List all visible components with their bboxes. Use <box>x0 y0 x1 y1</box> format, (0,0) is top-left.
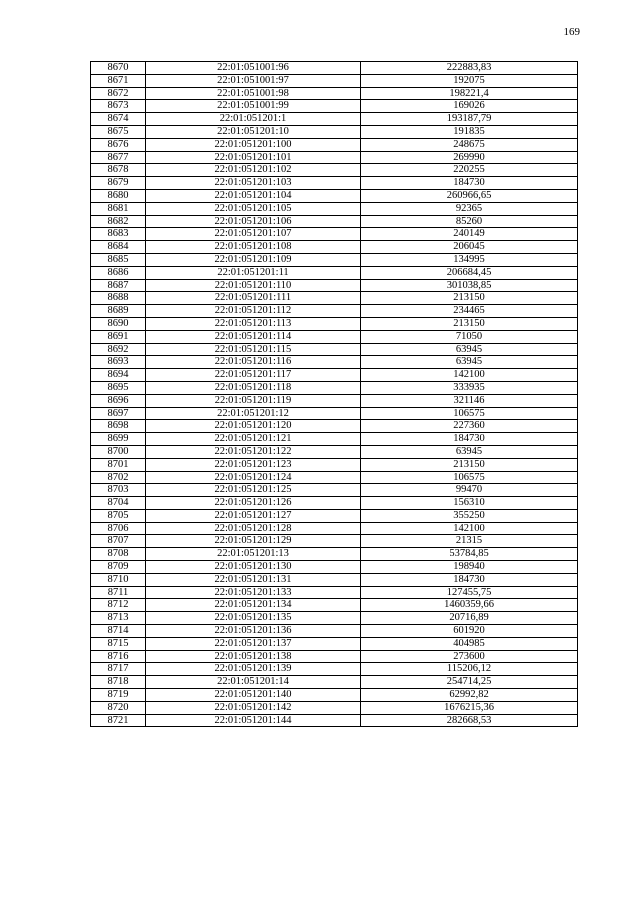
cadastral-value-cell: 273600 <box>361 650 578 663</box>
cadastral-number-cell: 22:01:051201:106 <box>146 215 361 228</box>
row-number-cell: 8710 <box>91 573 146 586</box>
cadastral-value-cell: 240149 <box>361 228 578 241</box>
row-number-cell: 8702 <box>91 471 146 484</box>
cadastral-value-cell: 213150 <box>361 458 578 471</box>
cadastral-value-cell: 234465 <box>361 305 578 318</box>
row-number-cell: 8672 <box>91 87 146 100</box>
table-row <box>91 676 578 689</box>
cadastral-value-cell: 115206,12 <box>361 663 578 676</box>
row-number-cell: 8692 <box>91 343 146 356</box>
row-number-cell: 8690 <box>91 317 146 330</box>
cadastral-number-cell: 22:01:051201:135 <box>146 612 361 625</box>
cadastral-number-cell: 22:01:051201:117 <box>146 369 361 382</box>
cadastral-number-cell: 22:01:051201:12 <box>146 407 361 420</box>
table-row <box>91 74 578 87</box>
cadastral-number-cell: 22:01:051201:1 <box>146 113 361 126</box>
table-row <box>91 215 578 228</box>
table-row <box>91 266 578 279</box>
table-row <box>91 714 578 727</box>
cadastral-number-cell: 22:01:051001:96 <box>146 62 361 75</box>
table-row <box>91 62 578 75</box>
cadastral-value-cell: 269990 <box>361 151 578 164</box>
row-number-cell: 8693 <box>91 356 146 369</box>
cadastral-number-cell: 22:01:051201:134 <box>146 599 361 612</box>
cadastral-value-cell: 222883,83 <box>361 62 578 75</box>
page-number: 169 <box>563 26 580 38</box>
table-row <box>91 701 578 714</box>
table-row <box>91 138 578 151</box>
cadastral-value-cell: 355250 <box>361 509 578 522</box>
cadastral-number-cell: 22:01:051201:118 <box>146 381 361 394</box>
row-number-cell: 8719 <box>91 689 146 702</box>
row-number-cell: 8715 <box>91 637 146 650</box>
table-row <box>91 586 578 599</box>
row-number-cell: 8705 <box>91 509 146 522</box>
table-row <box>91 305 578 318</box>
row-number-cell: 8703 <box>91 484 146 497</box>
cadastral-value-cell: 198940 <box>361 561 578 574</box>
cadastral-value-cell: 193187,79 <box>361 113 578 126</box>
row-number-cell: 8714 <box>91 625 146 638</box>
row-number-cell: 8684 <box>91 241 146 254</box>
cadastral-value-cell: 260966,65 <box>361 189 578 202</box>
row-number-cell: 8679 <box>91 177 146 190</box>
row-number-cell: 8709 <box>91 561 146 574</box>
cadastral-number-cell: 22:01:051201:108 <box>146 241 361 254</box>
table-row <box>91 471 578 484</box>
cadastral-number-cell: 22:01:051201:133 <box>146 586 361 599</box>
table-row <box>91 279 578 292</box>
table-row <box>91 445 578 458</box>
cadastral-value-cell: 206045 <box>361 241 578 254</box>
row-number-cell: 8685 <box>91 253 146 266</box>
table-row <box>91 407 578 420</box>
cadastral-number-cell: 22:01:051201:101 <box>146 151 361 164</box>
cadastral-value-cell: 206684,45 <box>361 266 578 279</box>
row-number-cell: 8711 <box>91 586 146 599</box>
cadastral-number-cell: 22:01:051201:142 <box>146 701 361 714</box>
table-row <box>91 484 578 497</box>
row-number-cell: 8682 <box>91 215 146 228</box>
table-row <box>91 625 578 638</box>
table-row <box>91 164 578 177</box>
cadastral-number-cell: 22:01:051001:97 <box>146 74 361 87</box>
cadastral-number-cell: 22:01:051201:100 <box>146 138 361 151</box>
cadastral-value-cell: 191835 <box>361 125 578 138</box>
table-row <box>91 113 578 126</box>
table-row <box>91 317 578 330</box>
cadastral-value-cell: 92365 <box>361 202 578 215</box>
row-number-cell: 8677 <box>91 151 146 164</box>
table-row <box>91 663 578 676</box>
row-number-cell: 8713 <box>91 612 146 625</box>
cadastral-number-cell: 22:01:051201:138 <box>146 650 361 663</box>
cadastral-value-cell: 1460359,66 <box>361 599 578 612</box>
table-row <box>91 369 578 382</box>
cadastral-value-cell: 213150 <box>361 317 578 330</box>
table-row <box>91 548 578 561</box>
cadastral-value-cell: 169026 <box>361 100 578 113</box>
cadastral-value-cell: 106575 <box>361 407 578 420</box>
row-number-cell: 8671 <box>91 74 146 87</box>
row-number-cell: 8712 <box>91 599 146 612</box>
table-row <box>91 689 578 702</box>
row-number-cell: 8700 <box>91 445 146 458</box>
cadastral-value-cell: 184730 <box>361 177 578 190</box>
cadastral-number-cell: 22:01:051201:113 <box>146 317 361 330</box>
cadastral-value-cell: 282668,53 <box>361 714 578 727</box>
row-number-cell: 8704 <box>91 497 146 510</box>
table-row <box>91 381 578 394</box>
table-row <box>91 151 578 164</box>
cadastral-number-cell: 22:01:051201:14 <box>146 676 361 689</box>
cadastral-value-cell: 321146 <box>361 394 578 407</box>
row-number-cell: 8695 <box>91 381 146 394</box>
cadastral-number-cell: 22:01:051201:123 <box>146 458 361 471</box>
table-row <box>91 573 578 586</box>
row-number-cell: 8680 <box>91 189 146 202</box>
cadastral-value-cell: 71050 <box>361 330 578 343</box>
table-row <box>91 228 578 241</box>
cadastral-value-cell: 156310 <box>361 497 578 510</box>
table-row <box>91 637 578 650</box>
cadastral-value-cell: 106575 <box>361 471 578 484</box>
table-row <box>91 433 578 446</box>
row-number-cell: 8681 <box>91 202 146 215</box>
cadastral-value-cell: 404985 <box>361 637 578 650</box>
table-row <box>91 535 578 548</box>
table-row <box>91 509 578 522</box>
cadastral-number-cell: 22:01:051201:119 <box>146 394 361 407</box>
cadastral-value-cell: 127455,75 <box>361 586 578 599</box>
table-row <box>91 253 578 266</box>
table-row <box>91 420 578 433</box>
cadastral-value-cell: 248675 <box>361 138 578 151</box>
cadastral-value-cell: 63945 <box>361 343 578 356</box>
row-number-cell: 8688 <box>91 292 146 305</box>
cadastral-number-cell: 22:01:051201:109 <box>146 253 361 266</box>
table-body <box>91 62 578 727</box>
table-row <box>91 650 578 663</box>
cadastral-value-cell: 333935 <box>361 381 578 394</box>
cadastral-value-cell: 254714,25 <box>361 676 578 689</box>
cadastral-number-cell: 22:01:051201:111 <box>146 292 361 305</box>
cadastral-value-cell: 99470 <box>361 484 578 497</box>
table-row <box>91 87 578 100</box>
table-row <box>91 356 578 369</box>
cadastral-number-cell: 22:01:051201:116 <box>146 356 361 369</box>
cadastral-number-cell: 22:01:051201:121 <box>146 433 361 446</box>
cadastral-number-cell: 22:01:051201:11 <box>146 266 361 279</box>
cadastral-number-cell: 22:01:051201:129 <box>146 535 361 548</box>
cadastral-number-cell: 22:01:051201:126 <box>146 497 361 510</box>
cadastral-number-cell: 22:01:051201:128 <box>146 522 361 535</box>
cadastral-value-cell: 198221,4 <box>361 87 578 100</box>
cadastral-value-table <box>90 61 578 727</box>
row-number-cell: 8696 <box>91 394 146 407</box>
row-number-cell: 8717 <box>91 663 146 676</box>
row-number-cell: 8707 <box>91 535 146 548</box>
table-row <box>91 292 578 305</box>
cadastral-value-cell: 21315 <box>361 535 578 548</box>
table-row <box>91 394 578 407</box>
cadastral-value-cell: 1676215,36 <box>361 701 578 714</box>
cadastral-number-cell: 22:01:051201:137 <box>146 637 361 650</box>
cadastral-number-cell: 22:01:051201:125 <box>146 484 361 497</box>
cadastral-number-cell: 22:01:051201:144 <box>146 714 361 727</box>
row-number-cell: 8694 <box>91 369 146 382</box>
row-number-cell: 8689 <box>91 305 146 318</box>
row-number-cell: 8670 <box>91 62 146 75</box>
cadastral-value-cell: 63945 <box>361 356 578 369</box>
row-number-cell: 8718 <box>91 676 146 689</box>
row-number-cell: 8683 <box>91 228 146 241</box>
table-row <box>91 458 578 471</box>
cadastral-number-cell: 22:01:051201:130 <box>146 561 361 574</box>
cadastral-number-cell: 22:01:051201:127 <box>146 509 361 522</box>
cadastral-number-cell: 22:01:051201:124 <box>146 471 361 484</box>
cadastral-value-cell: 53784,85 <box>361 548 578 561</box>
cadastral-value-cell: 192075 <box>361 74 578 87</box>
table-row <box>91 202 578 215</box>
table-row <box>91 177 578 190</box>
row-number-cell: 8720 <box>91 701 146 714</box>
table-row <box>91 100 578 113</box>
cadastral-value-cell: 220255 <box>361 164 578 177</box>
cadastral-number-cell: 22:01:051201:102 <box>146 164 361 177</box>
row-number-cell: 8706 <box>91 522 146 535</box>
table-row <box>91 189 578 202</box>
cadastral-number-cell: 22:01:051201:112 <box>146 305 361 318</box>
cadastral-number-cell: 22:01:051201:120 <box>146 420 361 433</box>
cadastral-value-cell: 184730 <box>361 433 578 446</box>
cadastral-value-cell: 62992,82 <box>361 689 578 702</box>
table-row <box>91 125 578 138</box>
table-row <box>91 612 578 625</box>
cadastral-value-cell: 227360 <box>361 420 578 433</box>
cadastral-value-cell: 85260 <box>361 215 578 228</box>
row-number-cell: 8673 <box>91 100 146 113</box>
table-row <box>91 599 578 612</box>
cadastral-number-cell: 22:01:051001:99 <box>146 100 361 113</box>
row-number-cell: 8721 <box>91 714 146 727</box>
cadastral-number-cell: 22:01:051201:139 <box>146 663 361 676</box>
cadastral-value-cell: 142100 <box>361 522 578 535</box>
cadastral-number-cell: 22:01:051001:98 <box>146 87 361 100</box>
cadastral-number-cell: 22:01:051201:107 <box>146 228 361 241</box>
row-number-cell: 8701 <box>91 458 146 471</box>
cadastral-number-cell: 22:01:051201:103 <box>146 177 361 190</box>
row-number-cell: 8691 <box>91 330 146 343</box>
table-row <box>91 343 578 356</box>
cadastral-number-cell: 22:01:051201:105 <box>146 202 361 215</box>
cadastral-number-cell: 22:01:051201:140 <box>146 689 361 702</box>
row-number-cell: 8687 <box>91 279 146 292</box>
cadastral-value-cell: 184730 <box>361 573 578 586</box>
cadastral-value-cell: 20716,89 <box>361 612 578 625</box>
row-number-cell: 8674 <box>91 113 146 126</box>
cadastral-number-cell: 22:01:051201:104 <box>146 189 361 202</box>
row-number-cell: 8716 <box>91 650 146 663</box>
cadastral-number-cell: 22:01:051201:10 <box>146 125 361 138</box>
cadastral-value-cell: 213150 <box>361 292 578 305</box>
cadastral-number-cell: 22:01:051201:110 <box>146 279 361 292</box>
table-row <box>91 522 578 535</box>
cadastral-value-cell: 142100 <box>361 369 578 382</box>
table-row <box>91 561 578 574</box>
row-number-cell: 8676 <box>91 138 146 151</box>
cadastral-number-cell: 22:01:051201:136 <box>146 625 361 638</box>
table-row <box>91 330 578 343</box>
row-number-cell: 8686 <box>91 266 146 279</box>
row-number-cell: 8699 <box>91 433 146 446</box>
row-number-cell: 8675 <box>91 125 146 138</box>
cadastral-number-cell: 22:01:051201:114 <box>146 330 361 343</box>
cadastral-number-cell: 22:01:051201:13 <box>146 548 361 561</box>
row-number-cell: 8698 <box>91 420 146 433</box>
cadastral-value-cell: 301038,85 <box>361 279 578 292</box>
cadastral-value-cell: 63945 <box>361 445 578 458</box>
row-number-cell: 8697 <box>91 407 146 420</box>
table-row <box>91 241 578 254</box>
cadastral-value-cell: 601920 <box>361 625 578 638</box>
cadastral-number-cell: 22:01:051201:115 <box>146 343 361 356</box>
cadastral-number-cell: 22:01:051201:131 <box>146 573 361 586</box>
row-number-cell: 8708 <box>91 548 146 561</box>
table-row <box>91 497 578 510</box>
cadastral-number-cell: 22:01:051201:122 <box>146 445 361 458</box>
row-number-cell: 8678 <box>91 164 146 177</box>
cadastral-value-cell: 134995 <box>361 253 578 266</box>
